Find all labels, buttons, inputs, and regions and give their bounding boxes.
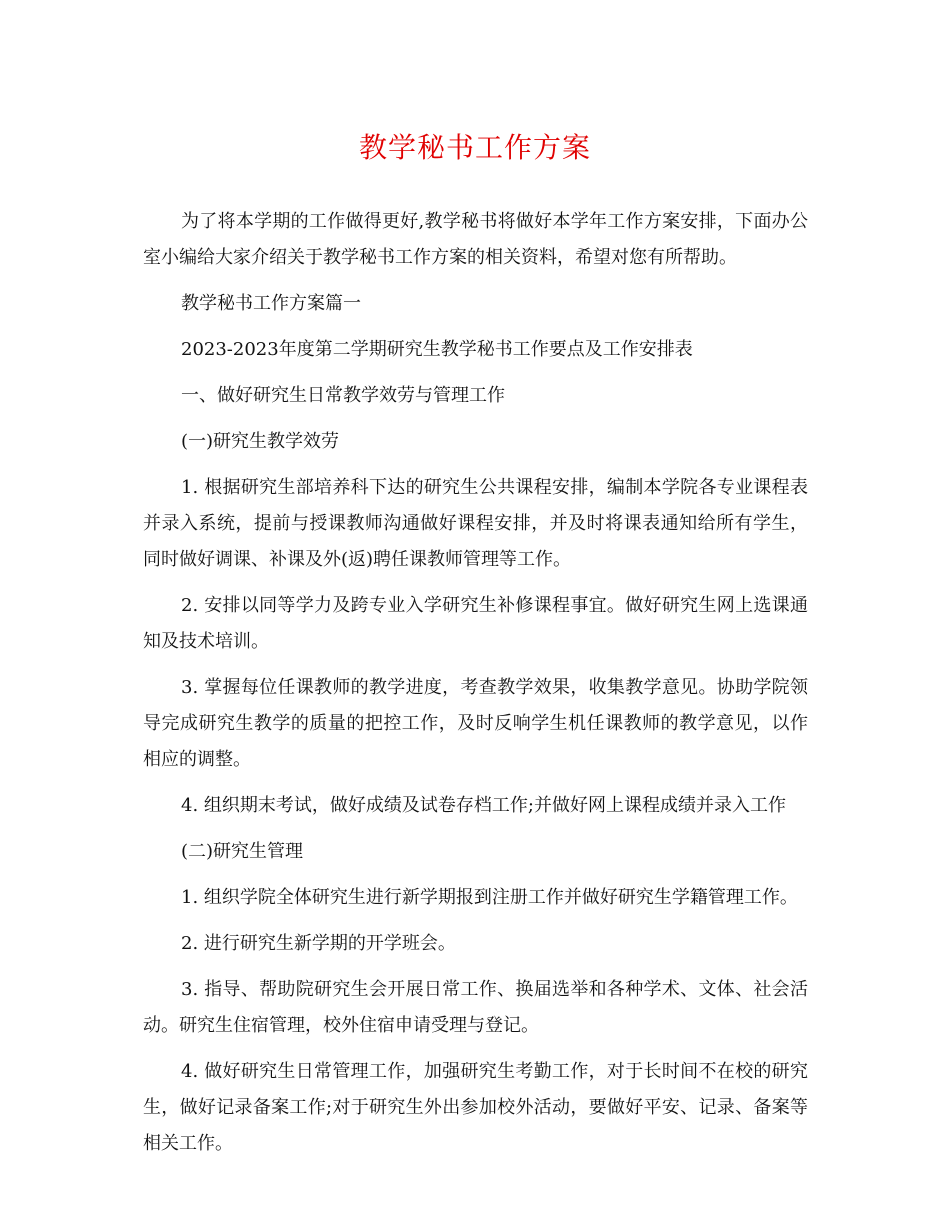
section-heading: 教学秘书工作方案篇一 [181, 293, 361, 314]
intro-paragraph: 为了将本学期的工作做得更好,教学秘书将做好本学年工作方案安排，下面办公室小编给大家介绍关于教学秘书工作方案的相关资料，希望对您有所帮助。 [143, 211, 808, 268]
page-title: 教学秘书工作方案 [358, 131, 591, 164]
list-item: 2. 安排以同等学力及跨专业入学研究生补修课程事宜。做好研究生网上选课通知及技术培训。 [143, 595, 808, 652]
subsection-heading: (一)研究生教学效劳 [181, 431, 340, 452]
list-item: 4. 组织期末考试，做好成绩及试卷存档工作;并做好网上课程成绩并录入工作 [181, 795, 786, 816]
list-item: 3. 指导、帮助院研究生会开展日常工作、换届选举和各种学术、文体、社会活动。研究生住宿管理，校外住宿申请受理与登记。 [143, 979, 808, 1036]
list-item: 4. 做好研究生日常管理工作，加强研究生考勤工作，对于长时间不在校的研究生，做好记录备案工作;对于研究生外出参加校外活动，要做好平安、记录、备案等相关工作。 [143, 1061, 808, 1154]
list-item: 1. 组织学院全体研究生进行新学期报到注册工作并做好研究生学籍管理工作。 [181, 887, 798, 908]
list-item: 1. 根据研究生部培养科下达的研究生公共课程安排，编制本学院各专业课程表并录入系统，提前与授课教师沟通做好课程安排，并及时将课表通知给所有学生，同时做好调课、补课及外(返)聘任课教师管理等工作。 [143, 477, 808, 570]
list-item: 2. 进行研究生新学期的开学班会。 [181, 933, 456, 954]
list-item: 3. 掌握每位任课教师的教学进度，考查教学效果，收集教学意见。协助学院领导完成研究生教学的质量的把控工作，及时反响学生机任课教师的教学意见，以作相应的调整。 [143, 677, 808, 770]
subtitle-line: 2023-2023年度第二学期研究生教学秘书工作要点及工作安排表 [181, 339, 693, 360]
document-body [143, 204, 808, 1172]
subsection-heading: (二)研究生管理 [181, 841, 304, 862]
section-heading: 一、做好研究生日常教学效劳与管理工作 [181, 385, 505, 406]
